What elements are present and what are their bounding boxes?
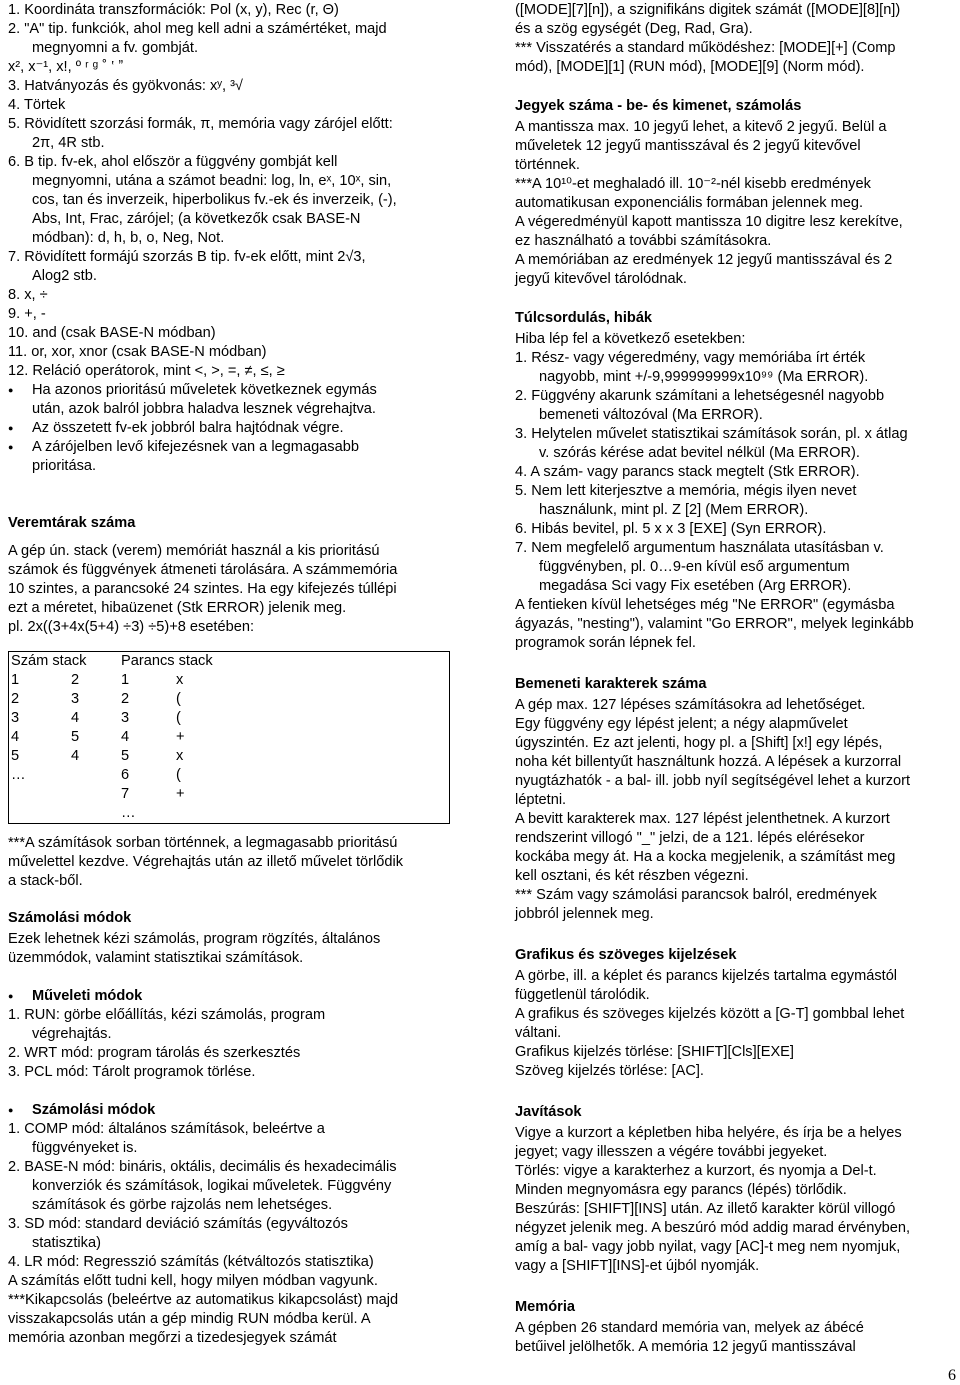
list-item: 6. B tip. fv-ek, ahol először a függvény gombját kell bbox=[8, 154, 338, 170]
table-row bbox=[9, 690, 449, 709]
paragraph-line: számok és függvények átmeneti tárolására. A számmemória bbox=[8, 562, 398, 578]
paragraph-line: úgyszintén. Ez azt jelenti, hogy pl. a [Shift] [x!] egy lépés, bbox=[515, 735, 883, 751]
paragraph-line: jegyet; vagy illesszen a végére további jegyeket. bbox=[515, 1144, 828, 1160]
list-item: 9. +, - bbox=[8, 306, 46, 322]
paragraph-line: A végeredményül kapott mantissza 10 digitre lesz kerekítve, bbox=[515, 214, 903, 230]
list-item: 4. A szám- vagy parancs stack megtelt (Stk ERROR). bbox=[515, 464, 860, 480]
paragraph-line: A gép ún. stack (verem) memóriát használ a kis prioritású bbox=[8, 543, 380, 559]
list-item: 8. x, ÷ bbox=[8, 287, 48, 303]
section-heading: Bemeneti karakterek száma bbox=[515, 676, 707, 692]
list-item: 6. Hibás bevitel, pl. 5 x x 3 [EXE] (Syn ERROR). bbox=[515, 521, 827, 537]
list-item: módban): d, h, b, o, Neg, Not. bbox=[32, 230, 225, 246]
paragraph-line: Vigye a kurzort a képletben hiba helyére, és írja be a helyes bbox=[515, 1125, 902, 1141]
paragraph-line: noha két billentyűt használtunk hozzá. A lépések a kurzorral bbox=[515, 754, 902, 770]
paragraph-line: Ezek lehetnek kézi számolás, program rögzítés, általános bbox=[8, 931, 381, 947]
table-cell bbox=[71, 804, 121, 823]
table-cell: + bbox=[176, 729, 185, 745]
table-cell: 7 bbox=[121, 786, 130, 802]
list-item: konverziók és számítások, logikai műveletek. Függvény bbox=[32, 1178, 392, 1194]
paragraph-line: ([MODE][7][n]), a szignifikáns digitek számát ([MODE][8][n]) bbox=[515, 2, 901, 18]
paragraph-line: A grafikus és szöveges kijelzés között a [G-T] gombbal lehet bbox=[515, 1006, 905, 1022]
table-cell: 2 bbox=[121, 691, 130, 707]
paragraph-line: kockába megy át. Ha a kocka megjelenik, a számítást meg bbox=[515, 849, 896, 865]
table-row bbox=[9, 804, 449, 823]
list-item: 2. Függvény akarunk számítani a lehetségesnél nagyobb bbox=[515, 388, 885, 404]
section-heading: Veremtárak száma bbox=[8, 515, 136, 531]
table-cell bbox=[176, 804, 296, 823]
paragraph-line: és a szög egységét (Deg, Rad, Gra). bbox=[515, 21, 753, 37]
table-row bbox=[9, 671, 449, 690]
paragraph-line: amíg a bal- vagy jobb nyilat, vagy [AC]-t meg nem nyomjuk, bbox=[515, 1239, 901, 1255]
paragraph-line: A gépben 26 standard memória van, melyek az ábécé bbox=[515, 1320, 864, 1336]
table-cell: x bbox=[176, 672, 184, 688]
list-item: használunk, mint pl. Z [2] (Mem ERROR). bbox=[539, 502, 809, 518]
paragraph-line: Grafikus kijelzés törlése: [SHIFT][Cls][EXE] bbox=[515, 1044, 794, 1060]
list-item: megnyomni a fv. gombját. bbox=[32, 40, 199, 56]
paragraph-line: történnek. bbox=[515, 157, 580, 173]
bullet-item: ● A zárójelben levő kifejezésnek van a legmagasabb bbox=[8, 438, 454, 457]
stack-table bbox=[8, 651, 450, 824]
list-item: statisztika) bbox=[32, 1235, 101, 1251]
paragraph-line: visszakapcsolás után a gép mindig RUN módba kerül. A bbox=[8, 1311, 371, 1327]
table-cell: 4 bbox=[11, 729, 20, 745]
list-item: 1. RUN: görbe előállítás, kézi számolás, program bbox=[8, 1007, 326, 1023]
list-item: nagyobb, mint +/-9,999999999x10⁹⁹ (Ma ERROR). bbox=[539, 369, 869, 385]
paragraph-line: pl. 2x((3+4x(5+4) ÷3) ÷5)+8 esetében: bbox=[8, 619, 255, 635]
paragraph-line: Törlés: vigye a karakterhez a kurzort, és nyomja a Del-t. bbox=[515, 1163, 877, 1179]
list-item: bemeneti változóval (Ma ERROR). bbox=[539, 407, 763, 423]
list-item: 7. Rövidített formájú szorzás B tip. fv-ek előtt, mint 2√3, bbox=[8, 249, 366, 265]
paragraph-line: ágyazás, "nesting"), valamint "Go ERROR", melyek leginkább bbox=[515, 616, 914, 632]
list-item: 10. and (csak BASE-N módban) bbox=[8, 325, 216, 341]
column-header: Parancs stack bbox=[121, 653, 213, 669]
section-heading: Jegyek száma - be- és kimenet, számolás bbox=[515, 98, 802, 114]
list-item: 1. COMP mód: általános számítások, beleértve a bbox=[8, 1121, 325, 1137]
paragraph-line: a stack-ből. bbox=[8, 873, 83, 889]
table-cell: 6 bbox=[121, 767, 130, 783]
paragraph-line: Szöveg kijelzés törlése: [AC]. bbox=[515, 1063, 704, 1079]
subsection-heading: ● Számolási módok bbox=[8, 1101, 454, 1120]
list-item: x², x⁻¹, x!, º ʳ ᵍ ˚ ‛ ˮ bbox=[8, 59, 124, 75]
right-column bbox=[515, 0, 958, 1357]
paragraph-line: A görbe, ill. a képlet és parancs kijelzés tartalma egymástól bbox=[515, 968, 898, 984]
paragraph-line: 10 szintes, a parancsoké 24 szintes. Ha egy kifejezés túllépi bbox=[8, 581, 397, 597]
table-cell bbox=[9, 785, 71, 804]
table-cell bbox=[71, 766, 121, 785]
list-item: számítások és görbe rajzolás nem lehetséges. bbox=[32, 1197, 333, 1213]
column-header: Szám stack bbox=[11, 653, 87, 669]
table-cell: … bbox=[121, 805, 136, 821]
list-item: megnyomni, utána a számot beadni: log, ln, eˣ, 10ˣ, sin, bbox=[32, 173, 392, 189]
paragraph-line: *** Szám vagy számolási parancsok balról, eredmények bbox=[515, 887, 877, 903]
paragraph-line: A fentieken kívül lehetséges még "Ne ERROR" (egymásba bbox=[515, 597, 895, 613]
list-item: Abs, Int, Frac, zárójel; (a következők csak BASE-N bbox=[32, 211, 361, 227]
paragraph-line: ***A 10¹⁰-et meghaladó ill. 10⁻²-nél kisebb eredmények bbox=[515, 176, 871, 192]
bullet-item: ● Ha azonos prioritású műveletek következnek egymás bbox=[8, 381, 454, 400]
table-cell: 5 bbox=[121, 748, 130, 764]
paragraph-line: léptetni. bbox=[515, 792, 567, 808]
table-cell bbox=[71, 785, 121, 804]
table-cell: 2 bbox=[11, 691, 20, 707]
table-cell bbox=[9, 804, 71, 823]
bullet-item-cont: után, azok balról jobbra haladva lesznek végrehajtva. bbox=[32, 401, 376, 417]
paragraph-line: ez használható a további számításokra. bbox=[515, 233, 772, 249]
list-item: 3. PCL mód: Tárolt programok törlése. bbox=[8, 1064, 256, 1080]
table-cell: 3 bbox=[121, 710, 130, 726]
bullet-item-cont: prioritása. bbox=[32, 458, 97, 474]
list-item: 2. WRT mód: program tárolás és szerkesztés bbox=[8, 1045, 301, 1061]
list-item: függvényeket is. bbox=[32, 1140, 138, 1156]
section-heading: Javítások bbox=[515, 1104, 582, 1120]
list-item: 2π, 4R stb. bbox=[32, 135, 105, 151]
paragraph-line: A bevitt karakterek max. 127 lépést jelenthetnek. A kurzort bbox=[515, 811, 890, 827]
list-item: 2. BASE-N mód: bináris, oktális, decimális és hexadecimális bbox=[8, 1159, 397, 1175]
paragraph-line: kell osztani, és két részben végezni. bbox=[515, 868, 749, 884]
list-item: megadása Sci vagy Fix esetében (Arg ERROR). bbox=[539, 578, 852, 594]
list-item: cos, tan és inverzeik, hiperbolikus fv.-ek és inverzeik, (-), bbox=[32, 192, 397, 208]
paragraph-line: programok során lépnek fel. bbox=[515, 635, 696, 651]
list-item: 12. Reláció operátorok, mint <, >, =, ≠, ≤, ≥ bbox=[8, 363, 285, 379]
paragraph-line: Beszúrás: [SHIFT][INS] után. Az illető karakter körül villogó bbox=[515, 1201, 896, 1217]
list-item: 1. Rész- vagy végeredmény, vagy memóriába írt érték bbox=[515, 350, 866, 366]
paragraph-line: függetlenül tárolódik. bbox=[515, 987, 650, 1003]
bullet-item: ● Az összetett fv-ek jobbról balra hajtódnak végre. bbox=[8, 419, 454, 438]
paragraph-line: ezt a méretet, hibaüzenet (Stk ERROR) jelenik meg. bbox=[8, 600, 347, 616]
subsection-heading: ● Műveleti módok bbox=[8, 987, 454, 1006]
table-cell: x bbox=[176, 748, 184, 764]
list-item: 3. Hatványozás és gyökvonás: xʸ, ³√ bbox=[8, 78, 243, 94]
table-cell: ( bbox=[176, 767, 181, 783]
table-row bbox=[9, 728, 449, 747]
section-heading: Túlcsordulás, hibák bbox=[515, 310, 653, 326]
table-cell: ( bbox=[176, 691, 181, 707]
list-item: 3. SD mód: standard deviáció számítás (egyváltozós bbox=[8, 1216, 348, 1232]
table-cell: 1 bbox=[121, 672, 130, 688]
table-cell: 5 bbox=[71, 729, 80, 745]
list-item: v. szórás kérése adat bevitel nélkül (Ma ERROR). bbox=[539, 445, 860, 461]
paragraph-line: A gép max. 127 lépéses számításokra ad lehetőséget. bbox=[515, 697, 866, 713]
table-cell: ( bbox=[176, 710, 181, 726]
table-cell: 3 bbox=[71, 691, 80, 707]
list-item: 1. Koordináta transzformációk: Pol (x, y), Rec (r, Θ) bbox=[8, 2, 339, 18]
table-row bbox=[9, 785, 449, 804]
paragraph-line: vagy a [SHIFT][INS]-et újból nyomják. bbox=[515, 1258, 760, 1274]
page-number: 6 bbox=[948, 1367, 956, 1384]
paragraph-line: jobbról jelennek meg. bbox=[515, 906, 654, 922]
paragraph-line: műveletek 12 jegyű mantisszával és 2 jegyű kitevővel bbox=[515, 138, 861, 154]
paragraph-line: ***Kikapcsolás (beleértve az automatikus kikapcsolást) majd bbox=[8, 1292, 399, 1308]
list-item: függvényben, pl. 0…9-en kívül eső argumentum bbox=[539, 559, 850, 575]
paragraph-line: váltani. bbox=[515, 1025, 562, 1041]
list-item: 5. Rövidített szorzási formák, π, memória vagy zárójel előtt: bbox=[8, 116, 393, 132]
paragraph-line: A memóriában az eredmények 12 jegyű mantisszával és 2 bbox=[515, 252, 893, 268]
table-cell: 2 bbox=[71, 672, 80, 688]
list-item: 5. Nem lett kiterjesztve a memória, mégis ilyen nevet bbox=[515, 483, 857, 499]
paragraph-line: Minden megnyomásra egy parancs (lépés) törlődik. bbox=[515, 1182, 847, 1198]
table-cell: 3 bbox=[11, 710, 20, 726]
list-item: 4. LR mód: Regresszió számítás (kétváltozós statisztika) bbox=[8, 1254, 374, 1270]
table-row bbox=[9, 766, 449, 785]
list-item: 11. or, xor, xnor (csak BASE-N módban) bbox=[8, 344, 267, 360]
paragraph-line: Egy függvény egy lépést jelent; a négy alapművelet bbox=[515, 716, 848, 732]
paragraph-line: ***A számítások sorban történnek, a legmagasabb prioritású bbox=[8, 835, 398, 851]
paragraph-line: rendszerint villogó "_" jelzi, de a 121. lépés elérésekor bbox=[515, 830, 865, 846]
paragraph-line: betűivel jelölhetők. A memória 12 jegyű mantisszával bbox=[515, 1339, 856, 1355]
paragraph-line: művelettel kezdve. Végrehajtás után az illető művelet törlődik bbox=[8, 854, 404, 870]
paragraph-line: A számítás előtt tudni kell, hogy milyen módban vagyunk. bbox=[8, 1273, 378, 1289]
table-cell: 1 bbox=[11, 672, 20, 688]
paragraph-line: automatikusan exponenciális formában jelennek meg. bbox=[515, 195, 864, 211]
paragraph-line: *** Visszatérés a standard működéshez: [MODE][+] (Comp bbox=[515, 40, 896, 56]
table-cell: … bbox=[11, 767, 26, 783]
section-heading: Grafikus és szöveges kijelzések bbox=[515, 947, 737, 963]
table-cell: 4 bbox=[121, 729, 130, 745]
list-item: végrehajtás. bbox=[32, 1026, 112, 1042]
section-heading: Memória bbox=[515, 1299, 576, 1315]
paragraph-line: memória azonban megőrzi a tizedesjegyek számát bbox=[8, 1330, 337, 1346]
list-item: 7. Nem megfelelő argumentum használata utasításban v. bbox=[515, 540, 884, 556]
paragraph-line: mód), [MODE][1] (RUN mód), [MODE][9] (Norm mód). bbox=[515, 59, 865, 75]
table-cell: 4 bbox=[71, 710, 80, 726]
table-cell: + bbox=[176, 786, 185, 802]
paragraph-line: A mantissza max. 10 jegyű lehet, a kitevő 2 jegyű. Belül a bbox=[515, 119, 887, 135]
list-item: 3. Helytelen művelet statisztikai számítások során, pl. x átlag bbox=[515, 426, 908, 442]
paragraph-line: üzemmódok, valamint statisztikai számítások. bbox=[8, 950, 304, 966]
table-cell: 5 bbox=[11, 748, 20, 764]
paragraph-line: négyzet jelenik meg. A beszúró mód addig marad érvényben, bbox=[515, 1220, 911, 1236]
list-item: 4. Törtek bbox=[8, 97, 66, 113]
list-item: 2. "A" tip. funkciók, ahol meg kell adni a számértéket, majd bbox=[8, 21, 387, 37]
paragraph-line: jegyű kitevővel tárolódnak. bbox=[515, 271, 687, 287]
table-header bbox=[9, 652, 449, 671]
table-row bbox=[9, 747, 449, 766]
section-heading: Számolási módok bbox=[8, 910, 132, 926]
paragraph-line: Hiba lép fel a következő esetekben: bbox=[515, 331, 746, 347]
paragraph-line: nyugtázhatók - a bal- ill. jobb nyíl segítségével lehet a kurzort bbox=[515, 773, 911, 789]
table-cell: 4 bbox=[71, 748, 80, 764]
list-item: Alog2 stb. bbox=[32, 268, 97, 284]
table-row bbox=[9, 709, 449, 728]
left-column bbox=[8, 0, 454, 1348]
